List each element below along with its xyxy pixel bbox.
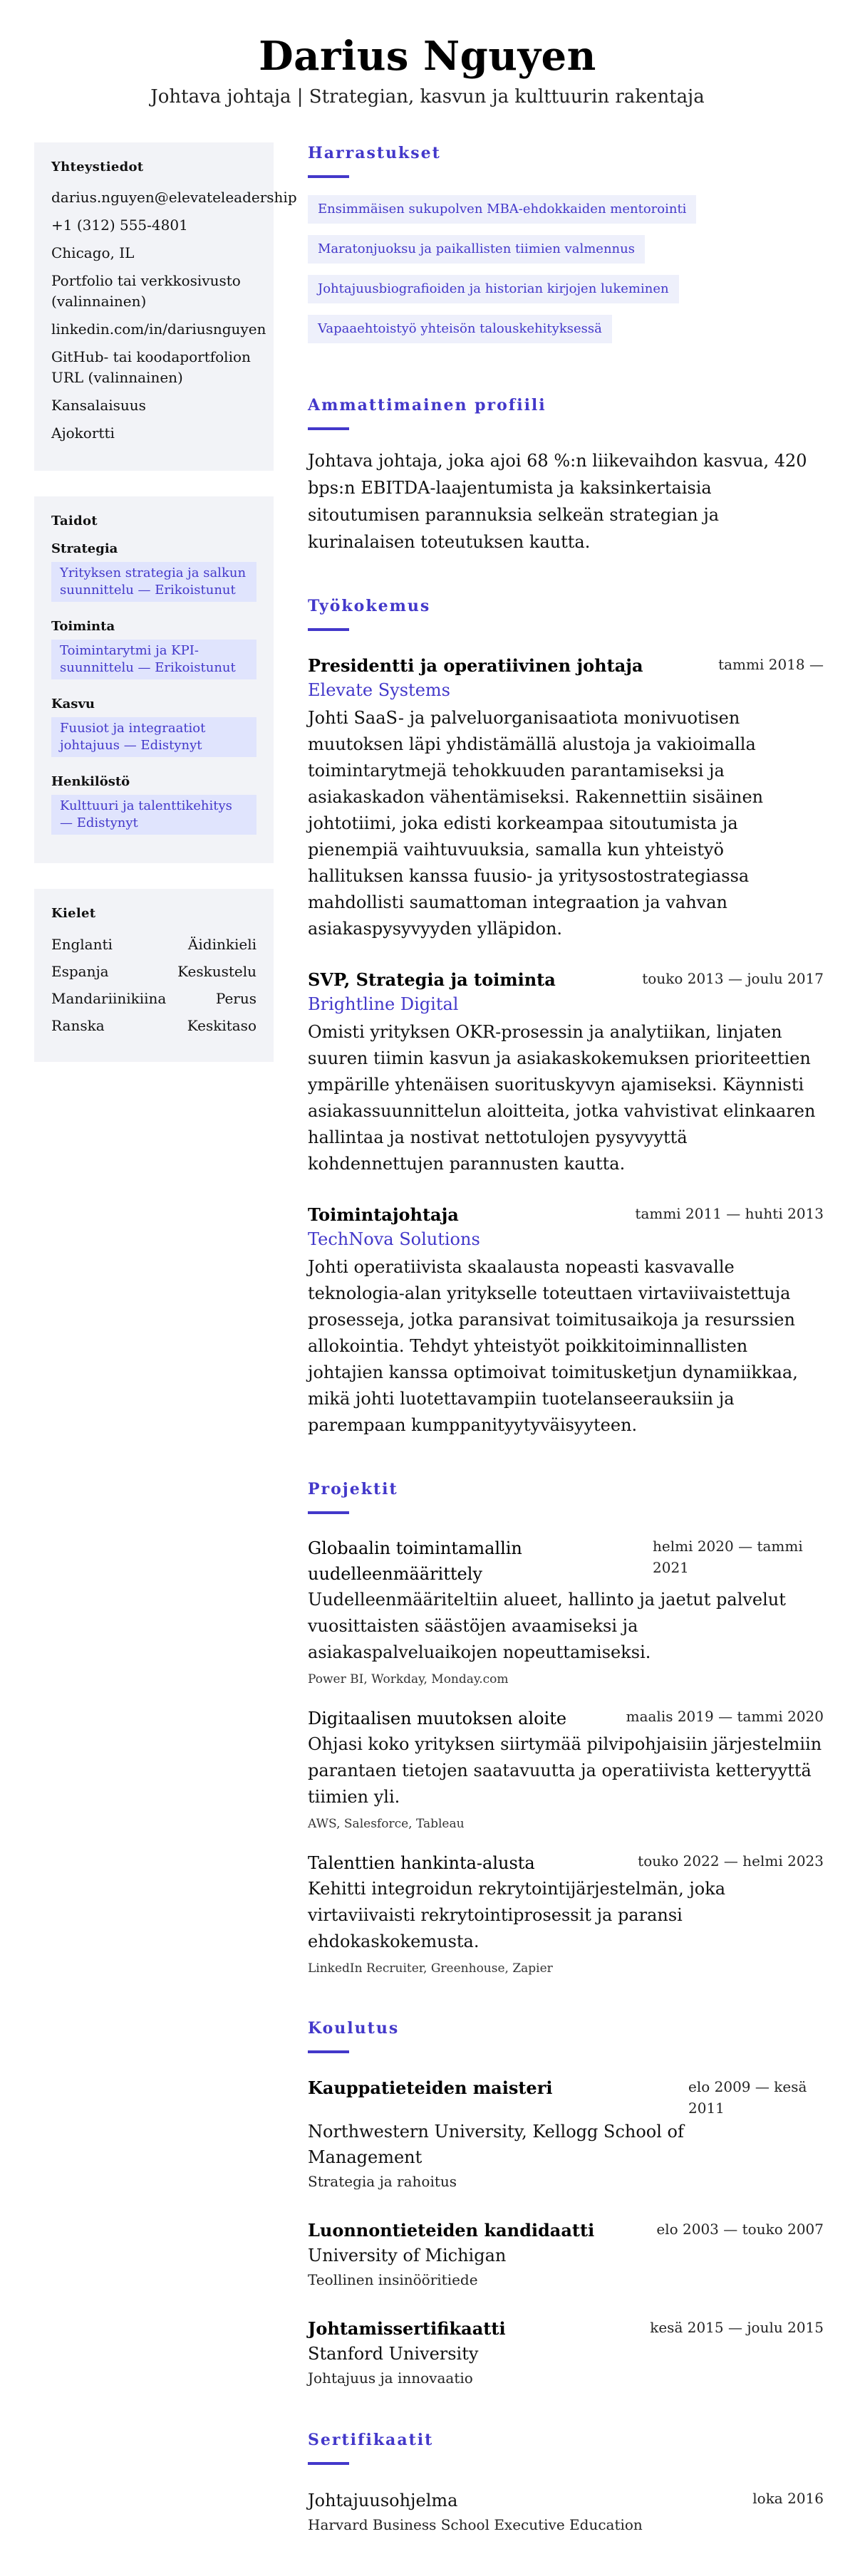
entry-header (308, 1203, 824, 1227)
education-entry (308, 2317, 824, 2389)
project-name: Talenttien hankinta-alusta (308, 1853, 535, 1873)
project-dates: touko 2022 — helmi 2023 (638, 1852, 824, 1870)
job-dates: tammi 2011 — huhti 2013 (635, 1205, 824, 1222)
project-tech: Power BI, Workday, Monday.com (308, 1672, 509, 1686)
section-title: Projektit (308, 1480, 398, 1498)
resume-header (0, 0, 855, 142)
contact-drivers-license: Ajokortti (51, 424, 115, 442)
project-name: Globaalin toimintamallin uudelleenmäärittely (308, 1538, 522, 1584)
certification-entry (308, 2488, 824, 2536)
certification-date: loka 2016 (752, 2490, 824, 2507)
section-divider (308, 175, 349, 178)
experience-entry (308, 654, 824, 942)
job-description: Johti operatiivista skaalausta nopeasti kasvavalle teknologia-alan yritykselle toteuttaen virtaviivaistettuja prosesseja, jotka paransivat toimitusaikoja ja resurssien allokointia. Tehdyt yhteistyöt poikkitoiminnallisten johtajien kanssa optimoivat toimitusketjun dynamiikkaa, mikä johti luotettavampiin tuotelanseerauksiin ja parempaan kumppanityytyväisyyteen. (308, 1257, 798, 1435)
skill-group (51, 619, 256, 679)
entry-header (308, 1535, 824, 1587)
hobby-chip: Ensimmäisen sukupolven MBA-ehdokkaiden mentorointi (308, 195, 696, 224)
profile-section (308, 395, 824, 556)
education-dates: kesä 2015 — joulu 2015 (650, 2319, 824, 2336)
language-level: Keskitaso (187, 1017, 256, 1034)
entry-header (308, 1706, 824, 1731)
school-name: University of Michigan (308, 2246, 507, 2265)
education-dates: elo 2003 — touko 2007 (656, 2221, 824, 2238)
hobby-chip: Vapaaehtoistyö yhteisön talouskehityksessä (308, 315, 612, 343)
degree-name: Johtamissertifikaatti (308, 2318, 506, 2339)
language-row (51, 1015, 256, 1036)
certification-name: Johtajuusohjelma (308, 2491, 458, 2510)
skills-title: Taidot (51, 513, 98, 528)
candidate-name: Darius Nguyen (259, 33, 596, 80)
project-dates: helmi 2020 — tammi 2021 (653, 1538, 803, 1576)
section-divider (308, 427, 349, 430)
section-title: Harrastukset (308, 144, 441, 162)
entry-header (308, 1850, 824, 1876)
resume-body (0, 142, 855, 2576)
education-dates: elo 2009 — kesä 2011 (688, 2078, 807, 2117)
field-of-study: Johtajuus ja innovaatio (308, 2369, 473, 2387)
contact-email[interactable]: darius.nguyen@elevateleadership (51, 189, 297, 206)
language-row (51, 961, 256, 982)
skill-group-title: Kasvu (51, 697, 95, 711)
section-title: Koulutus (308, 2019, 400, 2038)
section-title: Sertifikaatit (308, 2431, 434, 2449)
contact-portfolio[interactable]: Portfolio tai verkkosivusto (valinnainen) (51, 272, 241, 310)
school-name: Stanford University (308, 2344, 479, 2364)
contact-card (34, 142, 297, 471)
skill-group-title: Strategia (51, 541, 118, 556)
job-dates: tammi 2018 — (718, 656, 824, 673)
languages-card (34, 889, 274, 1062)
section-divider (308, 628, 349, 631)
project-entry (308, 1535, 824, 1689)
company-name: Brightline Digital (308, 994, 459, 1014)
skill-chip: Fuusiot ja integraatiot johtajuus — Edistynyt (51, 717, 256, 757)
job-dates: touko 2013 — joulu 2017 (642, 970, 824, 987)
education-entry (308, 2076, 824, 2193)
languages-title: Kielet (51, 906, 96, 921)
project-tech: LinkedIn Recruiter, Greenhouse, Zapier (308, 1961, 553, 1976)
language-name: Espanja (51, 963, 109, 980)
skill-group-title: Henkilöstö (51, 774, 130, 789)
hobby-chip: Johtajuusbiografioiden ja historian kirjojen lukeminen (308, 275, 679, 303)
hobbies-section (308, 142, 824, 355)
certification-issuer: Harvard Business School Executive Education (308, 2516, 643, 2533)
contact-phone: +1 (312) 555-4801 (51, 217, 188, 234)
field-of-study: Strategia ja rahoitus (308, 2173, 457, 2190)
job-title: Toimintajohtaja (308, 1204, 459, 1225)
field-of-study: Teollinen insinööritiede (308, 2271, 478, 2288)
education-entry (308, 2218, 824, 2291)
hobby-list (308, 195, 824, 355)
certifications-section (308, 2429, 824, 2536)
education-section (308, 2018, 824, 2389)
skill-chip: Kulttuuri ja talenttikehitys — Edistynyt (51, 795, 256, 835)
experience-section (308, 595, 824, 1439)
section-divider (308, 2462, 349, 2465)
section-title: Työkokemus (308, 597, 431, 615)
skill-group-title: Toiminta (51, 619, 115, 634)
entry-header (308, 654, 824, 678)
project-dates: maalis 2019 — tammi 2020 (626, 1708, 824, 1725)
job-description: Johti SaaS- ja palveluorganisaatiota monivuotisen muutoksen läpi yhdistämällä alustoja ja vakioimalla toimintarytmejä tehokkuuden parantamiseksi ja asiakaskadon vähentämiseksi. Rakennettiin sisäinen johtotiimi, joka edisti korkeampaa sitoutumista ja pienempiä vaihtuvuuksia, samalla kun yhteistyö hallituksen kanssa fuusio- ja yritysostostrategiassa mahdollisti saumattoman integraation ja vahvan asiakaspysyvyyden ylläpidon. (308, 708, 764, 939)
section-divider (308, 1511, 349, 1514)
job-title: SVP, Strategia ja toiminta (308, 969, 556, 990)
main-column (308, 142, 824, 2576)
section-divider (308, 2050, 349, 2053)
degree-name: Kauppatieteiden maisteri (308, 2077, 553, 2098)
experience-entry (308, 1203, 824, 1439)
project-tech: AWS, Salesforce, Tableau (308, 1817, 465, 1831)
skill-group (51, 774, 256, 835)
entry-header (308, 968, 824, 992)
entry-header (308, 2317, 824, 2341)
projects-section (308, 1479, 824, 1978)
contact-linkedin[interactable]: linkedin.com/in/dariusnguyen (51, 320, 266, 338)
skill-group (51, 697, 256, 757)
hobby-chip: Maratonjuoksu ja paikallisten tiimien valmennus (308, 235, 645, 264)
skill-chip: Yrityksen strategia ja salkun suunnittelu — Erikoistunut (51, 562, 256, 602)
candidate-tagline: Johtava johtaja | Strategian, kasvun ja kulttuurin rakentaja (150, 86, 705, 108)
contact-citizenship: Kansalaisuus (51, 397, 146, 414)
job-description: Omisti yrityksen OKR-prosessin ja analytiikan, linjaten suuren tiimin kasvun ja asiakaskokemuksen prioriteettien ympärille yhtenäisen suorituskyvyn ajamiseksi. Käynnisti asiakassuunnittelun aloitteita, jotka vahvistivat elinkaaren hallintaa ja nostivat nettotulojen pysyvyyttä kohdennettujen parannusten kautta. (308, 1022, 816, 1174)
project-entry (308, 1850, 824, 1978)
entry-header (308, 2076, 824, 2119)
job-title: Presidentti ja operatiivinen johtaja (308, 655, 643, 676)
contact-location: Chicago, IL (51, 244, 135, 261)
language-name: Ranska (51, 1017, 105, 1034)
language-level: Perus (215, 990, 256, 1007)
school-name: Northwestern University, Kellogg School of Management (308, 2122, 684, 2167)
language-level: Keskustelu (177, 963, 256, 980)
project-description: Ohjasi koko yrityksen siirtymää pilvipohjaisiin järjestelmiin parantaen tietojen saatavuutta ja operatiivista ketteryyttä tiimien yli. (308, 1734, 822, 1807)
skills-card (34, 496, 274, 863)
contact-github[interactable]: GitHub- tai koodaportfolion URL (valinnainen) (51, 348, 251, 386)
company-name: TechNova Solutions (308, 1229, 480, 1249)
entry-header (308, 2218, 824, 2243)
language-level: Äidinkieli (187, 936, 256, 953)
company-name: Elevate Systems (308, 680, 450, 700)
degree-name: Luonnontieteiden kandidaatti (308, 2220, 595, 2241)
project-name: Digitaalisen muutoksen aloite (308, 1709, 567, 1728)
contact-title: Yhteystiedot (51, 160, 144, 174)
skill-group (51, 541, 256, 602)
language-name: Englanti (51, 936, 113, 953)
project-entry (308, 1706, 824, 1833)
sidebar (34, 142, 297, 2576)
language-name: Mandariinikiina (51, 990, 167, 1007)
entry-header (308, 2488, 824, 2513)
skill-chip: Toimintarytmi ja KPI-suunnittelu — Erikoistunut (51, 640, 256, 679)
project-description: Uudelleenmääriteltiin alueet, hallinto ja jaetut palvelut vuosittaisten säästöjen avaamiseksi ja asiakaspalveluaikojen nopeuttamiseksi. (308, 1590, 786, 1662)
experience-entry (308, 968, 824, 1177)
project-description: Kehitti integroidun rekrytointijärjestelmän, joka virtaviivaisti rekrytointiprosessit ja paransi ehdokaskokemusta. (308, 1879, 726, 1951)
language-row (51, 934, 256, 955)
section-title: Ammattimainen profiili (308, 396, 546, 414)
language-row (51, 988, 256, 1009)
profile-summary: Johtava johtaja, joka ajoi 68 %:n liikevaihdon kasvua, 420 bps:n EBITDA-laajentumista ja kaksinkertaisia sitoutumisen parannuksia selkeän strategian ja kurinalaisen toteutuksen kautta. (308, 451, 807, 552)
